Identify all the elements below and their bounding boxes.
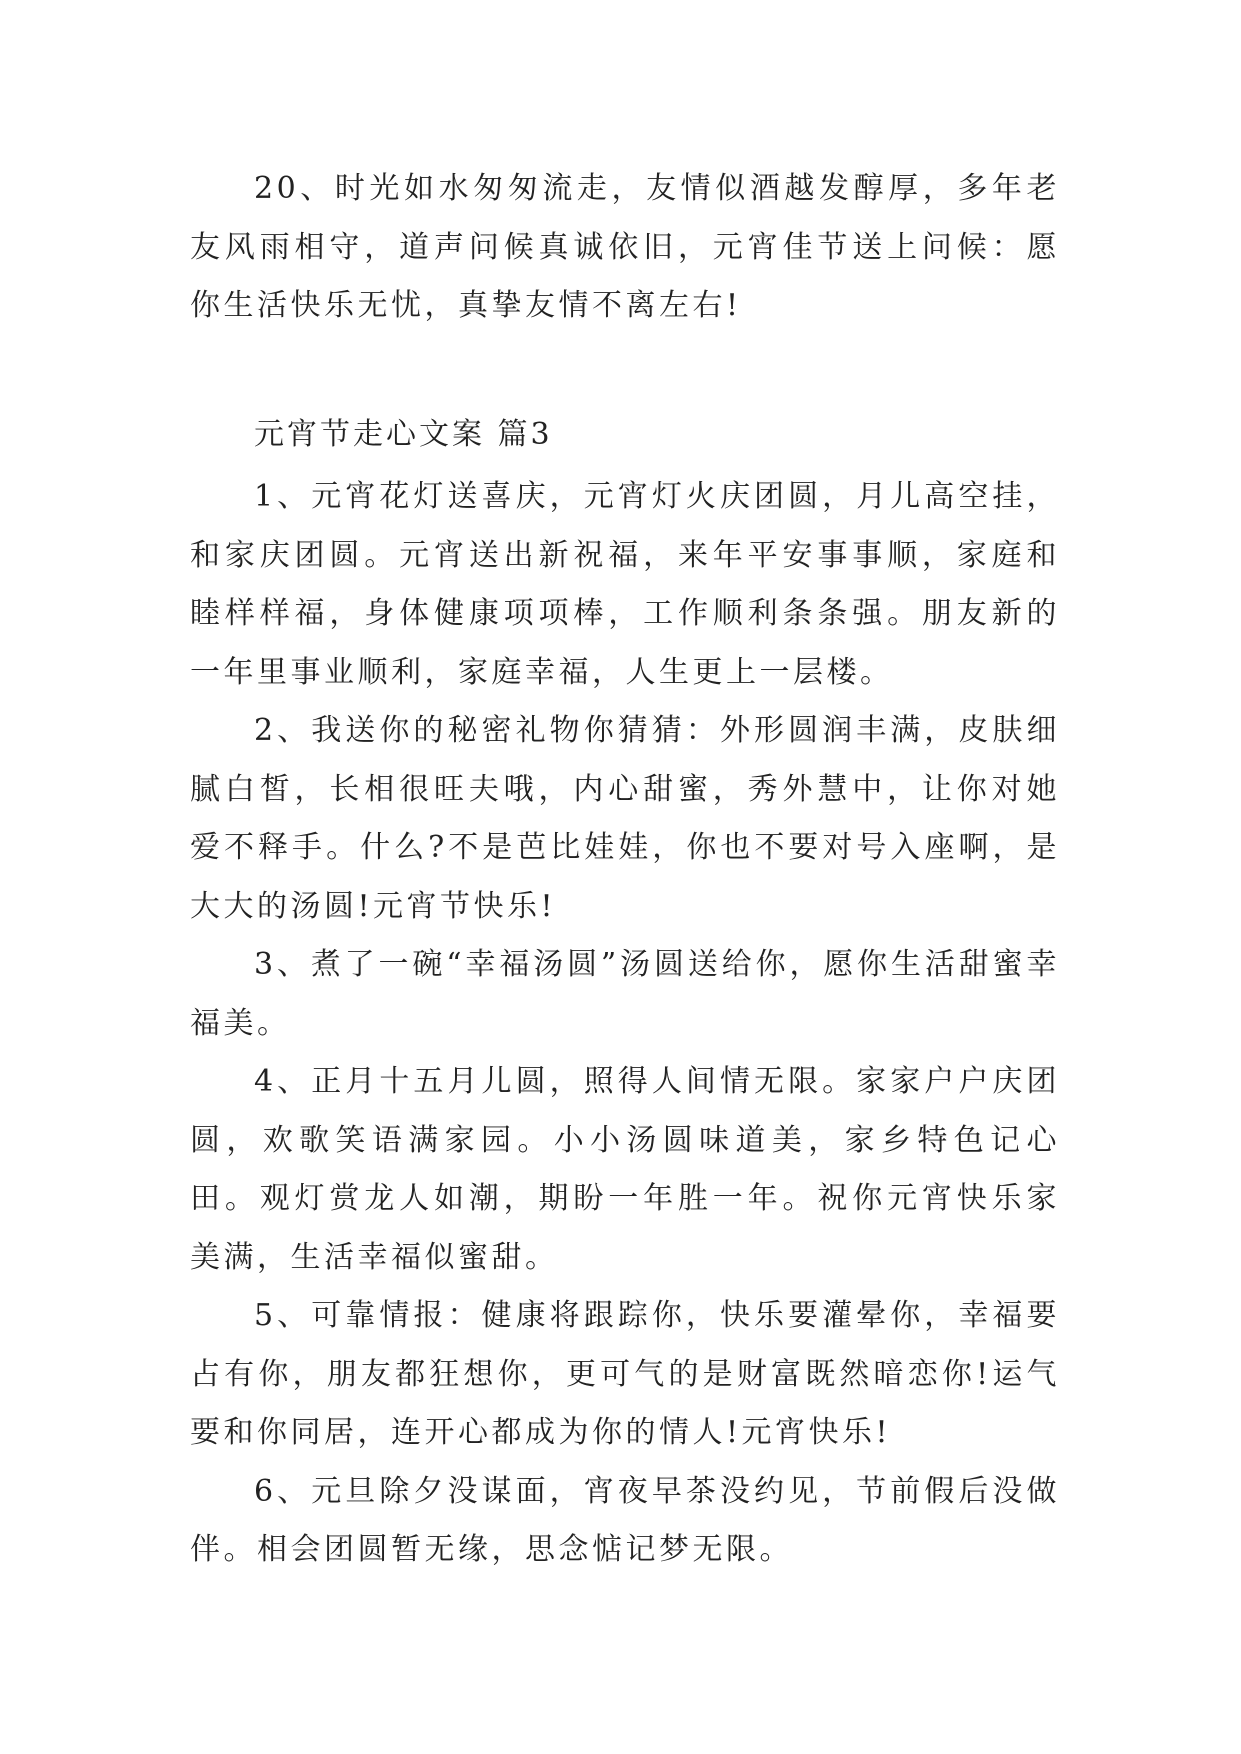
paragraph-1: 1、元宵花灯送喜庆，元宵灯火庆团圆，月儿高空挂，和家庆团圆。元宵送出新祝福，来年平安事事顺，家庭和睦样样福，身体健康项项棒，工作顺利条条强。朋友新的一年里事业顺利，家庭幸福，人生更上一层楼。 [190,479,1060,690]
paragraph-5: 5、可靠情报：健康将跟踪你，快乐要灌晕你，幸福要占有你，朋友都狂想你，更可气的是财富既然暗恋你!运气要和你同居，连开心都成为你的情人!元宵快乐! [190,1298,1060,1450]
section-spacer [190,336,1060,406]
intro-paragraph: 20、时光如水匆匆流走，友情似酒越发醇厚，多年老友风雨相守，道声问候真诚依旧，元宵佳节送上问候：愿你生活快乐无忧，真挚友情不离左右! [190,171,1060,323]
section-heading: 元宵节走心文案 篇3 [254,416,553,452]
paragraph-2: 2、我送你的秘密礼物你猜猜：外形圆润丰满，皮肤细腻白皙，长相很旺夫哦，内心甜蜜，秀外慧中，让你对她爱不释手。什么?不是芭比娃娃，你也不要对号入座啊，是大大的汤圆!元宵节快乐! [190,713,1060,924]
paragraph-4: 4、正月十五月儿圆，照得人间情无限。家家户户庆团圆，欢歌笑语满家园。小小汤圆味道美，家乡特色记心田。观灯赏龙人如潮，期盼一年胜一年。祝你元宵快乐家美满，生活幸福似蜜甜。 [190,1064,1060,1275]
paragraph-3: 3、煮了一碗“幸福汤圆”汤圆送给你，愿你生活甜蜜幸福美。 [190,947,1060,1041]
paragraph-6: 6、元旦除夕没谋面，宵夜早茶没约见，节前假后没做伴。相会团圆暂无缘，思念惦记梦无限。 [190,1473,1060,1567]
document-body [190,160,1060,1580]
